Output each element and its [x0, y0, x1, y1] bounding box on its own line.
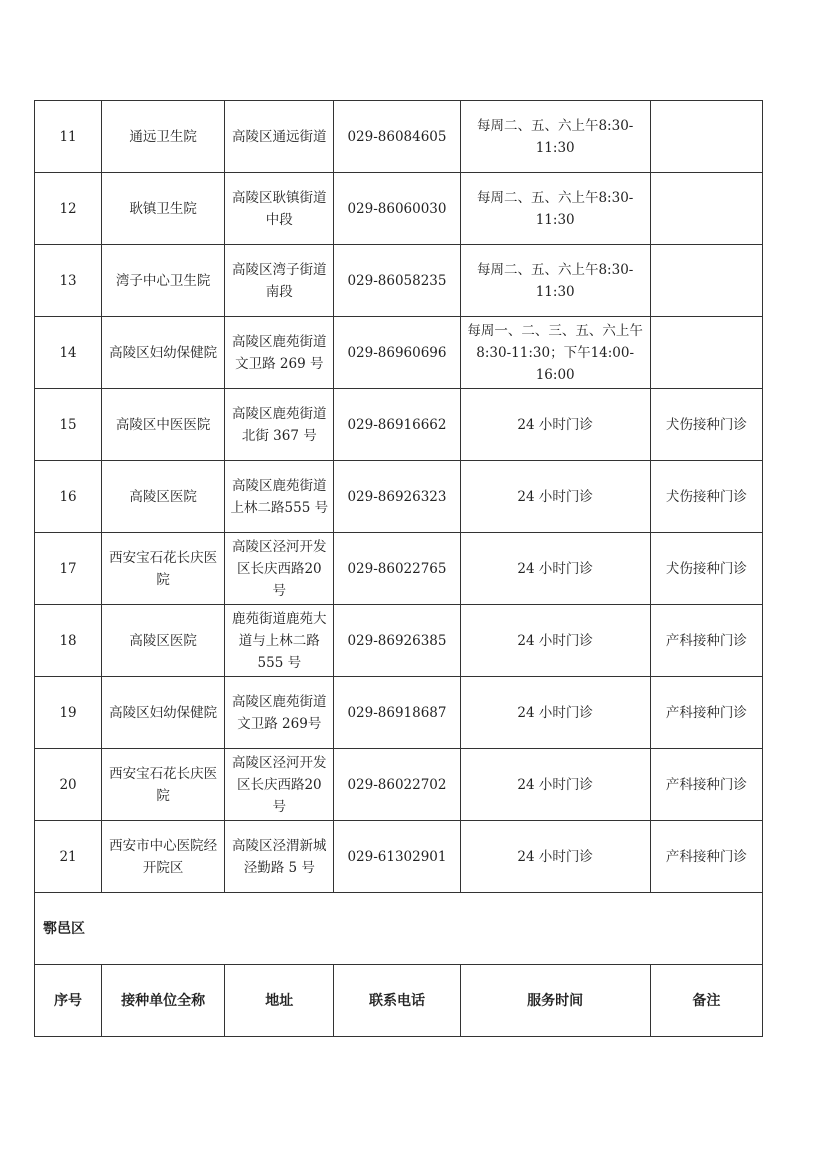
district-section-row: [35, 893, 763, 965]
cell-service-hours: 24 小时门诊: [460, 749, 650, 821]
cell-service-hours: 每周二、五、六上午8:30-11:30: [460, 245, 650, 317]
cell-address: 高陵区耿镇街道中段: [225, 173, 334, 245]
table-row: [35, 389, 763, 461]
cell-site-name: 西安宝石花长庆医院: [102, 533, 225, 605]
cell-address: 高陵区鹿苑街道上林二路555 号: [225, 461, 334, 533]
table-row: [35, 173, 763, 245]
cell-service-hours: 24 小时门诊: [460, 821, 650, 893]
cell-no: 15: [35, 389, 102, 461]
cell-phone: 029-61302901: [334, 821, 460, 893]
cell-no: 11: [35, 101, 102, 173]
header-hours: 服务时间: [460, 965, 650, 1037]
cell-no: 16: [35, 461, 102, 533]
cell-note: [650, 317, 762, 389]
cell-site-name: 湾子中心卫生院: [102, 245, 225, 317]
cell-phone: 029-86918687: [334, 677, 460, 749]
cell-address: 高陵区鹿苑街道文卫路 269号: [225, 677, 334, 749]
cell-address: 高陵区泾河开发区长庆西路20 号: [225, 533, 334, 605]
cell-address: 高陵区鹿苑街道北街 367 号: [225, 389, 334, 461]
cell-phone: 029-86926323: [334, 461, 460, 533]
cell-address: 高陵区湾子街道南段: [225, 245, 334, 317]
table-row: [35, 533, 763, 605]
cell-phone: 029-86084605: [334, 101, 460, 173]
cell-note: 产科接种门诊: [650, 821, 762, 893]
cell-phone: 029-86058235: [334, 245, 460, 317]
table-row: [35, 317, 763, 389]
cell-phone: 029-86022702: [334, 749, 460, 821]
cell-service-hours: 24 小时门诊: [460, 461, 650, 533]
cell-note: 犬伤接种门诊: [650, 461, 762, 533]
table-row: [35, 677, 763, 749]
cell-service-hours: 每周二、五、六上午8:30-11:30: [460, 173, 650, 245]
cell-phone: 029-86060030: [334, 173, 460, 245]
cell-site-name: 高陵区中医医院: [102, 389, 225, 461]
cell-phone: 029-86926385: [334, 605, 460, 677]
cell-no: 17: [35, 533, 102, 605]
cell-no: 13: [35, 245, 102, 317]
cell-service-hours: 每周二、五、六上午8:30-11:30: [460, 101, 650, 173]
cell-note: [650, 101, 762, 173]
table-row: [35, 821, 763, 893]
cell-address: 高陵区泾渭新城泾勤路 5 号: [225, 821, 334, 893]
table-row: [35, 245, 763, 317]
cell-note: 犬伤接种门诊: [650, 389, 762, 461]
cell-service-hours: 24 小时门诊: [460, 533, 650, 605]
cell-address: 高陵区泾河开发区长庆西路20 号: [225, 749, 334, 821]
header-phone: 联系电话: [334, 965, 460, 1037]
cell-site-name: 通远卫生院: [102, 101, 225, 173]
cell-site-name: 高陵区妇幼保健院: [102, 317, 225, 389]
cell-note: 产科接种门诊: [650, 749, 762, 821]
header-name: 接种单位全称: [102, 965, 225, 1037]
cell-no: 18: [35, 605, 102, 677]
table-row: [35, 605, 763, 677]
cell-note: [650, 245, 762, 317]
table-header-row: [35, 965, 763, 1037]
cell-service-hours: 24 小时门诊: [460, 677, 650, 749]
cell-note: 犬伤接种门诊: [650, 533, 762, 605]
cell-phone: 029-86022765: [334, 533, 460, 605]
cell-no: 12: [35, 173, 102, 245]
district-title: 鄠邑区: [35, 893, 763, 965]
cell-site-name: 高陵区妇幼保健院: [102, 677, 225, 749]
header-no: 序号: [35, 965, 102, 1037]
header-note: 备注: [650, 965, 762, 1037]
cell-phone: 029-86960696: [334, 317, 460, 389]
cell-service-hours: 24 小时门诊: [460, 389, 650, 461]
cell-phone: 029-86916662: [334, 389, 460, 461]
cell-note: 产科接种门诊: [650, 605, 762, 677]
header-address: 地址: [225, 965, 334, 1037]
cell-site-name: 耿镇卫生院: [102, 173, 225, 245]
cell-site-name: 西安市中心医院经开院区: [102, 821, 225, 893]
cell-address: 鹿苑街道鹿苑大道与上林二路 555 号: [225, 605, 334, 677]
cell-site-name: 高陵区医院: [102, 605, 225, 677]
cell-service-hours: 每周一、二、三、五、六上午 8:30-11:30；下午14:00-16:00: [460, 317, 650, 389]
cell-no: 14: [35, 317, 102, 389]
table-row: [35, 749, 763, 821]
table-body: [35, 101, 763, 893]
cell-note: [650, 173, 762, 245]
cell-address: 高陵区鹿苑街道文卫路 269 号: [225, 317, 334, 389]
cell-site-name: 高陵区医院: [102, 461, 225, 533]
cell-note: 产科接种门诊: [650, 677, 762, 749]
cell-no: 21: [35, 821, 102, 893]
table-row: [35, 101, 763, 173]
vaccination-sites-table: [34, 100, 763, 1037]
cell-no: 19: [35, 677, 102, 749]
cell-site-name: 西安宝石花长庆医院: [102, 749, 225, 821]
cell-service-hours: 24 小时门诊: [460, 605, 650, 677]
cell-address: 高陵区通远街道: [225, 101, 334, 173]
table-row: [35, 461, 763, 533]
cell-no: 20: [35, 749, 102, 821]
